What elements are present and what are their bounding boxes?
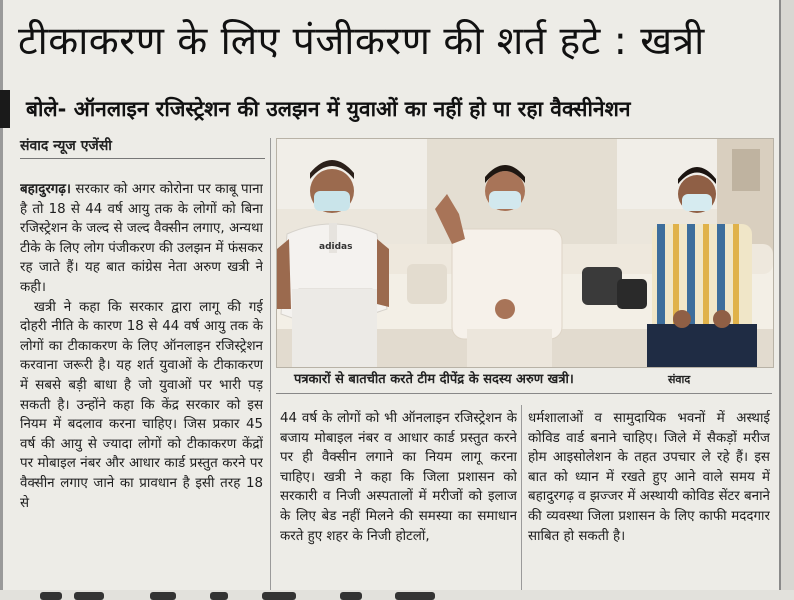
article-column-1 <box>20 180 263 590</box>
photo-illustration <box>277 139 773 367</box>
paragraph-1-text: सरकार को अगर कोरोना पर काबू पाना है तो 18 से 44 वर्ष आयु तक के लोगों को बिना रजिस्ट्रेशन के जल्द से जल्द वैक्सीन लगाए, अन्यथा टीके के लिए लोग पंजीकरण की उलझन में फंसकर रह जाते हैं। यह बात कांग्रेस नेता अरुण खत्री ने कही। <box>20 182 263 295</box>
article-column-3: धर्मशालाओं व सामुदायिक भवनों में अस्थाई कोविड वार्ड बनाने चाहिए। जिले में सैकड़ों मरीज होम आइसोलेशन के तहत उपचार ले रहे हैं। इस बात को ध्यान में रखते हुए आने वाले समय में बहादुरगढ़ व झज्जर में अस्थायी कोविड सेंटर बनाने की व्यवस्था जिला प्रशासन के लिए काफी मददगार साबित हो सकती है। <box>528 411 770 544</box>
byline: संवाद न्यूज एजेंसी <box>20 134 265 159</box>
headline: टीकाकरण के लिए पंजीकरण की शर्त हटे : खत्री <box>18 19 705 64</box>
news-photo <box>276 138 774 368</box>
photo-credit: संवाद <box>668 373 691 386</box>
subheadline: बोले- ऑनलाइन रजिस्ट्रेशन की उलझन में युवाओं का नहीं हो पा रहा वैक्सीनेशन <box>26 97 631 121</box>
adjacent-page-edge <box>781 0 794 600</box>
dateline: बहादुरगढ़। <box>20 182 71 197</box>
caption-text: पत्रकारों से बातचीत करते टीम दीपेंद्र के सदस्य अरुण खत्री। <box>294 372 574 387</box>
column-divider <box>270 138 271 593</box>
subheadline-marker <box>0 90 10 128</box>
paragraph-2: खत्री ने कहा कि सरकार द्वारा लागू की गई दोहरी नीति के कारण 18 से 44 वर्ष आयु तक के लोगों का टीकाकरण के लिए ऑनलाइन रजिस्ट्रेशन करवाना जरूरी है। यह शर्त युवाओं के टीकाकरण में सबसे बड़ी बाधा है जो युवाओं पर भारी पड़ सकती है। उन्होंने कहा कि केंद्र सरकार को इस नियम में बदलाव करना चाहिए। जिस प्रकार 45 वर्ष की आयु से ज्यादा लोगों को टीकाकरण केंद्रों पर मोबाइल नंबर और आधार कार्ड प्रस्तुत करने पर वैक्सीन लगाए जाने का प्रावधान है इसी तरह 18 से <box>20 299 263 511</box>
photo-caption <box>276 367 772 394</box>
paragraph-1 <box>20 180 263 298</box>
tshirt-logo-text: adidas <box>319 242 353 252</box>
article-column-2: 44 वर्ष के लोगों को भी ऑनलाइन रजिस्ट्रेशन के बजाय मोबाइल नंबर व आधार कार्ड प्रस्तुत करने पर ही वैक्सीन लगाने का नियम लागू करना चाहिए। खत्री ने कहा कि जिला प्रशासन को सरकारी व निजी अस्पतालों में मरीजों को इलाज के लिए बेड नहीं मिलने की समस्या का समाधान करते हुए शहर के निजी होटलों, <box>280 411 517 544</box>
column-divider <box>521 405 522 593</box>
